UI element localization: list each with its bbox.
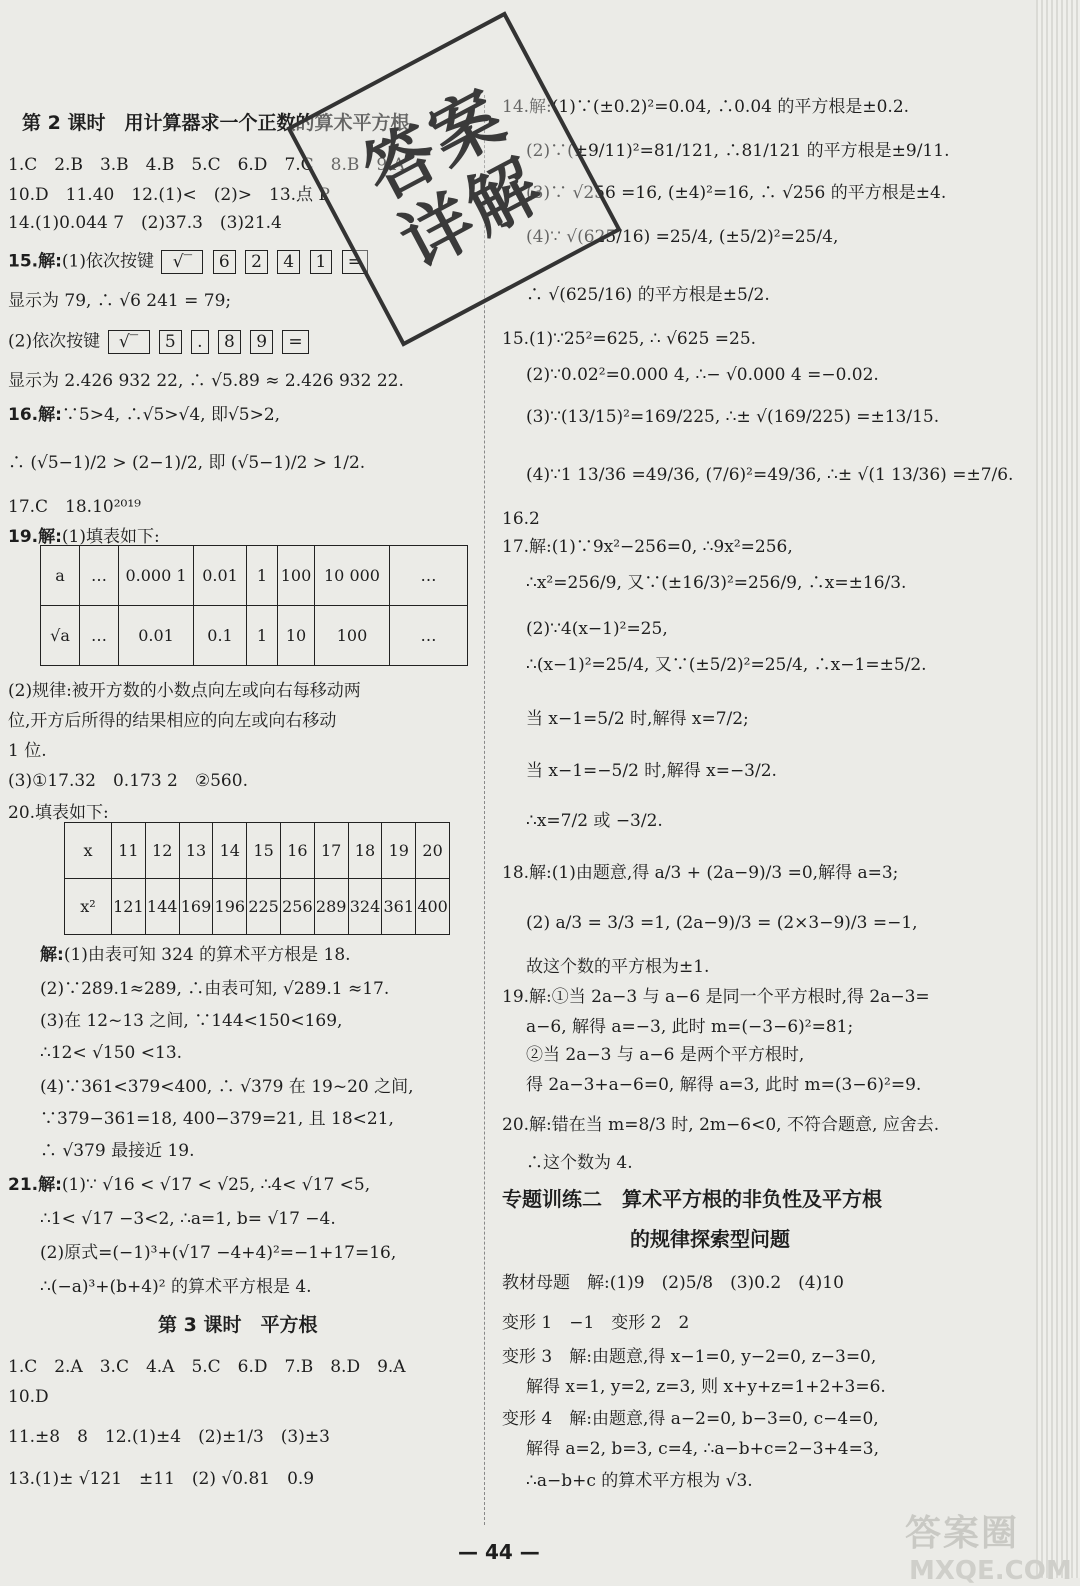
answer-line: 1.C 2.B 3.B 4.B 5.C 6.D 7.C 8.B 9.A (8, 155, 405, 175)
q20-intro: 20.填表如下: (8, 803, 109, 823)
table-cell: … (390, 546, 468, 606)
calc-key: 4 (277, 250, 300, 274)
variant-line: 变形 1 −1 变形 2 2 (502, 1313, 690, 1333)
solution-line: (3)∵(13/15)²=169/225, ∴± √(169/225) =±13/15. (526, 407, 940, 427)
table-cell: a (41, 546, 80, 606)
q21-line: (2)原式=(−1)³+(√17 −4+4)²=−1+17=16, (40, 1243, 397, 1263)
solution-line: ②当 2a−3 与 a−6 是两个平方根时, (526, 1045, 805, 1065)
watermark (905, 1505, 1072, 1586)
table-cell: 121 (112, 879, 146, 935)
solution-line: ∴这个数为 4. (526, 1153, 633, 1173)
solution-line: 故这个数的平方根为±1. (526, 957, 710, 977)
answer-line: 13.(1)± √121 ±11 (2) √0.81 0.9 (8, 1469, 315, 1489)
table-cell: 11 (112, 823, 146, 879)
solution-line: 当 x−1=5/2 时,解得 x=7/2; (526, 709, 749, 729)
q20-line: ∴12< √150 <13. (40, 1043, 183, 1063)
solution-line: (2)∵4(x−1)²=25, (526, 619, 668, 639)
calc-key: = (342, 250, 368, 274)
solution-line: 17.解:(1)∵9x²−256=0, ∴9x²=256, (502, 537, 793, 557)
calc-key: 1 (310, 250, 333, 274)
table-cell: 196 (213, 879, 247, 935)
calc-key: = (282, 330, 308, 354)
q21-line: ∴1< √17 −3<2, ∴a=1, b= √17 −4. (40, 1209, 336, 1229)
table-cell: 169 (179, 879, 213, 935)
calc-key: 6 (213, 250, 236, 274)
variant-line: ∴a−b+c 的算术平方根为 √3. (526, 1471, 753, 1491)
solution-line: ∴x=7/2 或 −3/2. (526, 811, 663, 831)
q21-line: 21.解:(1)∵ √16 < √17 < √25, ∴4< √17 <5, (8, 1175, 371, 1195)
calc-key: 8 (218, 330, 241, 354)
q19-line: 19.解:(1)填表如下: (8, 527, 160, 547)
page-number: — 44 — (458, 1540, 540, 1564)
calc-key: 2 (245, 250, 268, 274)
table-cell: 400 (416, 879, 450, 935)
q16-line-2: ∴ (√5−1)/2 > (2−1)/2, 即 (√5−1)/2 > 1/2. (8, 453, 366, 473)
solution-line: 当 x−1=−5/2 时,解得 x=−3/2. (526, 761, 777, 781)
table-cell: 10 (278, 606, 315, 666)
table-cell: 10 000 (315, 546, 390, 606)
variant-line: 解得 x=1, y=2, z=3, 则 x+y+z=1+2+3=6. (526, 1377, 886, 1397)
variant-line: 变形 4 解:由题意,得 a−2=0, b−3=0, c−4=0, (502, 1409, 879, 1429)
q15-line (8, 250, 370, 274)
table-cell: 100 (278, 546, 315, 606)
q15-a-prefix: (1)依次按键 (61, 251, 155, 272)
variant-line: 变形 3 解:由题意,得 x−1=0, y−2=0, z−3=0, (502, 1347, 877, 1367)
page-edge (1036, 0, 1080, 1578)
q19-rule: 1 位. (8, 741, 47, 761)
table-cell: 17 (314, 823, 348, 879)
q20-line: (2)∵289.1≈289, ∴由表可知, √289.1 ≈17. (40, 979, 390, 999)
q19-rule: 位,开方后所得的结果相应的向左或向右移动 (8, 711, 337, 731)
table-cell: 0.000 1 (119, 546, 194, 606)
square-table (64, 822, 450, 935)
sqrt-table (40, 545, 468, 666)
table-cell: 361 (382, 879, 416, 935)
solution-line: 14.解:(1)∵(±0.2)²=0.04, ∴0.04 的平方根是±0.2. (502, 97, 910, 117)
sqrt-key: √‾ (108, 330, 150, 354)
table-cell: 0.1 (194, 606, 247, 666)
calc-key: 5 (159, 330, 182, 354)
solution-line: 20.解:错在当 m=8/3 时, 2m−6<0, 不符合题意, 应舍去. (502, 1115, 940, 1135)
table-cell: 15 (247, 823, 281, 879)
table-cell: 20 (416, 823, 450, 879)
table-cell: 225 (247, 879, 281, 935)
answer-line: 1.C 2.A 3.C 4.A 5.C 6.D 7.B 8.D 9.A (8, 1357, 406, 1377)
q15-a-result: 显示为 79, ∴ √6 241 = 79; (8, 291, 232, 311)
answer-line: 10.D 11.40 12.(1)< (2)> 13.点 P (8, 185, 330, 205)
q16-line-1: 16.解:∵5>4, ∴√5>√4, 即√5>2, (8, 405, 281, 425)
q15-label: 15.解: (8, 251, 62, 272)
solution-line: 18.解:(1)由题意,得 a/3 + (2a−9)/3 =0,解得 a=3; (502, 863, 899, 883)
solution-line: (2)∵0.02²=0.000 4, ∴− √0.000 4 =−0.02. (526, 365, 879, 385)
table-cell: 16 (280, 823, 314, 879)
q20-line: (4)∵361<379<400, ∴ √379 在 19~20 之间, (40, 1077, 414, 1097)
table-cell: 14 (213, 823, 247, 879)
calc-key: 9 (250, 330, 273, 354)
table-cell: … (390, 606, 468, 666)
answer-line: 11.±8 8 12.(1)±4 (2)±1/3 (3)±3 (8, 1427, 330, 1447)
table-cell: √a (41, 606, 80, 666)
solution-line: (2) a/3 = 3/3 =1, (2a−9)/3 = (2×3−9)/3 =−1, (526, 913, 918, 933)
q19-rule: (2)规律:被开方数的小数点向左或向右每移动两 (8, 681, 361, 701)
q15-b-result: 显示为 2.426 932 22, ∴ √5.89 ≈ 2.426 932 22. (8, 371, 404, 391)
table-cell: 13 (179, 823, 213, 879)
q20-line: ∵379−361=18, 400−379=21, 且 18<21, (40, 1109, 394, 1129)
solution-line: 16.2 (502, 509, 540, 529)
table-cell: 19 (382, 823, 416, 879)
table-cell: x (65, 823, 112, 879)
calc-key: . (191, 330, 208, 354)
table-cell: 0.01 (119, 606, 194, 666)
answer-line: 14.(1)0.044 7 (2)37.3 (3)21.4 (8, 213, 282, 233)
table-cell: 144 (145, 879, 179, 935)
q20-line: ∴ √379 最接近 19. (40, 1141, 195, 1161)
q20-line: (3)在 12~13 之间, ∵144<150<169, (40, 1011, 343, 1031)
topic-heading: 专题训练二 算术平方根的非负性及平方根 (502, 1187, 882, 1211)
variant-line: 教材母题 解:(1)9 (2)5/8 (3)0.2 (4)10 (502, 1273, 844, 1293)
table-cell: 1 (247, 546, 278, 606)
solution-line: 19.解:①当 2a−3 与 a−6 是同一个平方根时,得 2a−3= (502, 987, 930, 1007)
table-cell: 12 (145, 823, 179, 879)
q21-line: ∴(−a)³+(b+4)² 的算术平方根是 4. (40, 1277, 312, 1297)
table-cell: 18 (348, 823, 382, 879)
table-cell: 0.01 (194, 546, 247, 606)
table-cell: 289 (314, 879, 348, 935)
solution-line: (2)∵(±9/11)²=81/121, ∴81/121 的平方根是±9/11. (526, 141, 950, 161)
column-divider (484, 95, 485, 1525)
variant-line: 解得 a=2, b=3, c=4, ∴a−b+c=2−3+4=3, (526, 1439, 880, 1459)
answer-line: 10.D (8, 1387, 49, 1407)
q17-18: 17.C 18.10²⁰¹⁹ (8, 497, 141, 517)
table-cell: … (80, 606, 119, 666)
section-heading: 第 2 课时 用计算器求一个正数的算术平方根 (22, 112, 410, 134)
solution-line: ∴(x−1)²=25/4, 又∵(±5/2)²=25/4, ∴x−1=±5/2. (526, 655, 927, 675)
table-cell: 1 (247, 606, 278, 666)
sqrt-key: √‾ (161, 250, 203, 274)
table-cell: 324 (348, 879, 382, 935)
topic-heading: 的规律探索型问题 (630, 1227, 790, 1251)
solution-line: a−6, 解得 a=−3, 此时 m=(−3−6)²=81; (526, 1017, 854, 1037)
solution-line: (3)∵ √256 =16, (±4)²=16, ∴ √256 的平方根是±4. (526, 183, 947, 203)
q20-line: 解:(1)由表可知 324 的算术平方根是 18. (40, 945, 351, 965)
solution-line: ∴ √(625/16) 的平方根是±5/2. (526, 285, 770, 305)
table-cell: 100 (315, 606, 390, 666)
solution-line: (4)∵ √(625/16) =25/4, (±5/2)²=25/4, (526, 227, 839, 247)
solution-line: ∴x²=256/9, 又∵(±16/3)²=256/9, ∴x=±16/3. (526, 573, 907, 593)
table-cell: x² (65, 879, 112, 935)
solution-line: 得 2a−3+a−6=0, 解得 a=3, 此时 m=(3−6)²=9. (526, 1075, 922, 1095)
solution-line: 15.(1)∵25²=625, ∴ √625 =25. (502, 329, 757, 349)
watermark-url: MXQE.COM (909, 1556, 1072, 1586)
q19-part3: (3)①17.32 0.173 2 ②560. (8, 771, 248, 791)
q15-b-line (8, 330, 311, 354)
table-cell: 256 (280, 879, 314, 935)
watermark-logo-text: 答案圈 (905, 1513, 1020, 1554)
table-cell: … (80, 546, 119, 606)
stamp-text: 答案 详解 (351, 73, 557, 285)
solution-line: (4)∵1 13/36 =49/36, (7/6)²=49/36, ∴± √(1 13/36) =±7/6. (526, 465, 1014, 485)
section-heading: 第 3 课时 平方根 (158, 1314, 318, 1336)
q15-b-prefix: (2)依次按键 (8, 331, 101, 352)
